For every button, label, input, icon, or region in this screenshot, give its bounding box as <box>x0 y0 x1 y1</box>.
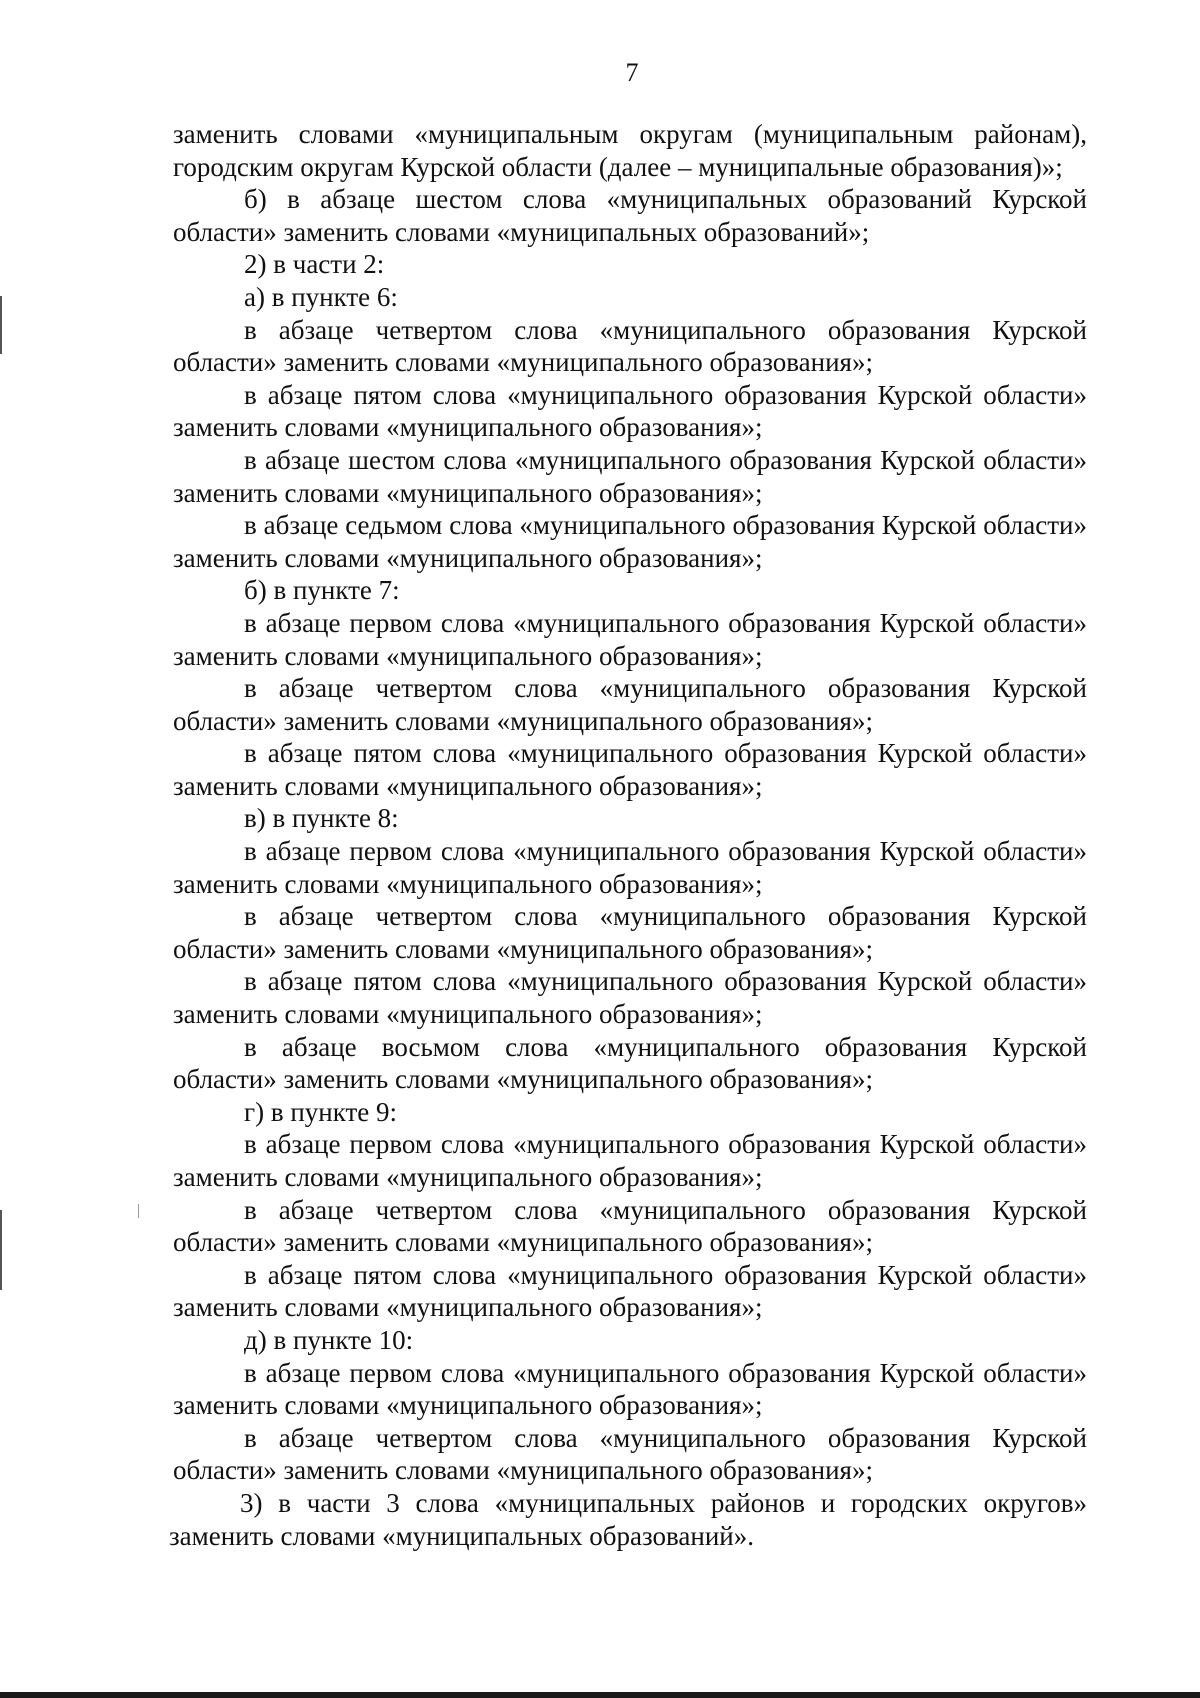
paragraph: в абзаце четвертом слова «муниципального образования Курской области» заменить словами «муниципального образования»; <box>173 314 1087 378</box>
paragraph: в абзаце пятом слова «муниципального образования Курской области» заменить словами «муниципального образования»; <box>173 738 1087 801</box>
paragraph: а) в пункте 6: <box>244 281 398 312</box>
paragraph: в абзаце четвертом слова «муниципального образования Курской области» заменить словами «муниципального образования»; <box>173 1422 1087 1486</box>
paragraph: в абзаце пятом слова «муниципального образования Курской области» заменить словами «муниципального образования»; <box>173 1259 1087 1323</box>
paragraph: в абзаце пятом слова «муниципального образования Курской области» заменить словами «муниципального образования»; <box>173 379 1087 443</box>
paragraph: заменить словами «муниципальным округам (муниципальным районам), городским округам Курской области (далее – муниципальные образования)»; <box>173 119 1087 182</box>
paragraph: в абзаце первом слова «муниципального образования Курской области» заменить словами «муниципального образования»; <box>173 607 1087 671</box>
page-number: 7 <box>625 58 639 87</box>
paragraph: в абзаце четвертом слова «муниципального образования Курской области» заменить словами «муниципального образования»; <box>173 1194 1087 1258</box>
paragraph: г) в пункте 9: <box>244 1096 398 1127</box>
document-body <box>169 118 1087 1552</box>
paragraph: в абзаце первом слова «муниципального образования Курской области» заменить словами «муниципального образования»; <box>173 1129 1087 1192</box>
paragraph: д) в пункте 10: <box>244 1324 414 1355</box>
scan-bottom-edge <box>0 1692 1200 1698</box>
paragraph: в абзаце седьмом слова «муниципального образования Курской области» заменить словами «муниципального образования»; <box>173 510 1087 573</box>
paragraph: в абзаце четвертом слова «муниципального образования Курской области» заменить словами «муниципального образования»; <box>173 673 1087 736</box>
paragraph: в абзаце первом слова «муниципального образования Курской области» заменить словами «муниципального образования»; <box>173 1357 1087 1421</box>
paragraph: в абзаце первом слова «муниципального образования Курской области» заменить словами «муниципального образования»; <box>173 836 1087 899</box>
scan-speck <box>138 1204 139 1218</box>
scan-edge-mark <box>0 1210 2 1290</box>
paragraph: в абзаце четвертом слова «муниципального образования Курской области» заменить словами «муниципального образования»; <box>173 901 1087 964</box>
paragraph: в абзаце восьмом слова «муниципального образования Курской области» заменить словами «муниципального образования»; <box>173 1031 1087 1095</box>
paragraph: в абзаце шестом слова «муниципального образования Курской области» заменить словами «муниципального образования»; <box>173 444 1087 508</box>
paragraph: в) в пункте 8: <box>244 803 399 834</box>
paragraph: б) в абзаце шестом слова «муниципальных образований Курской области» заменить словами «муниципальных образований»; <box>173 184 1087 247</box>
paragraph: 3) в части 3 слова «муниципальных районов и городских округов» заменить словами «муниципальных образований». <box>169 1487 1087 1551</box>
scan-edge-mark <box>0 296 2 354</box>
paragraph: 2) в части 2: <box>244 249 385 280</box>
paragraph: в абзаце пятом слова «муниципального образования Курской области» заменить словами «муниципального образования»; <box>173 966 1087 1030</box>
paragraph: б) в пункте 7: <box>244 575 400 606</box>
